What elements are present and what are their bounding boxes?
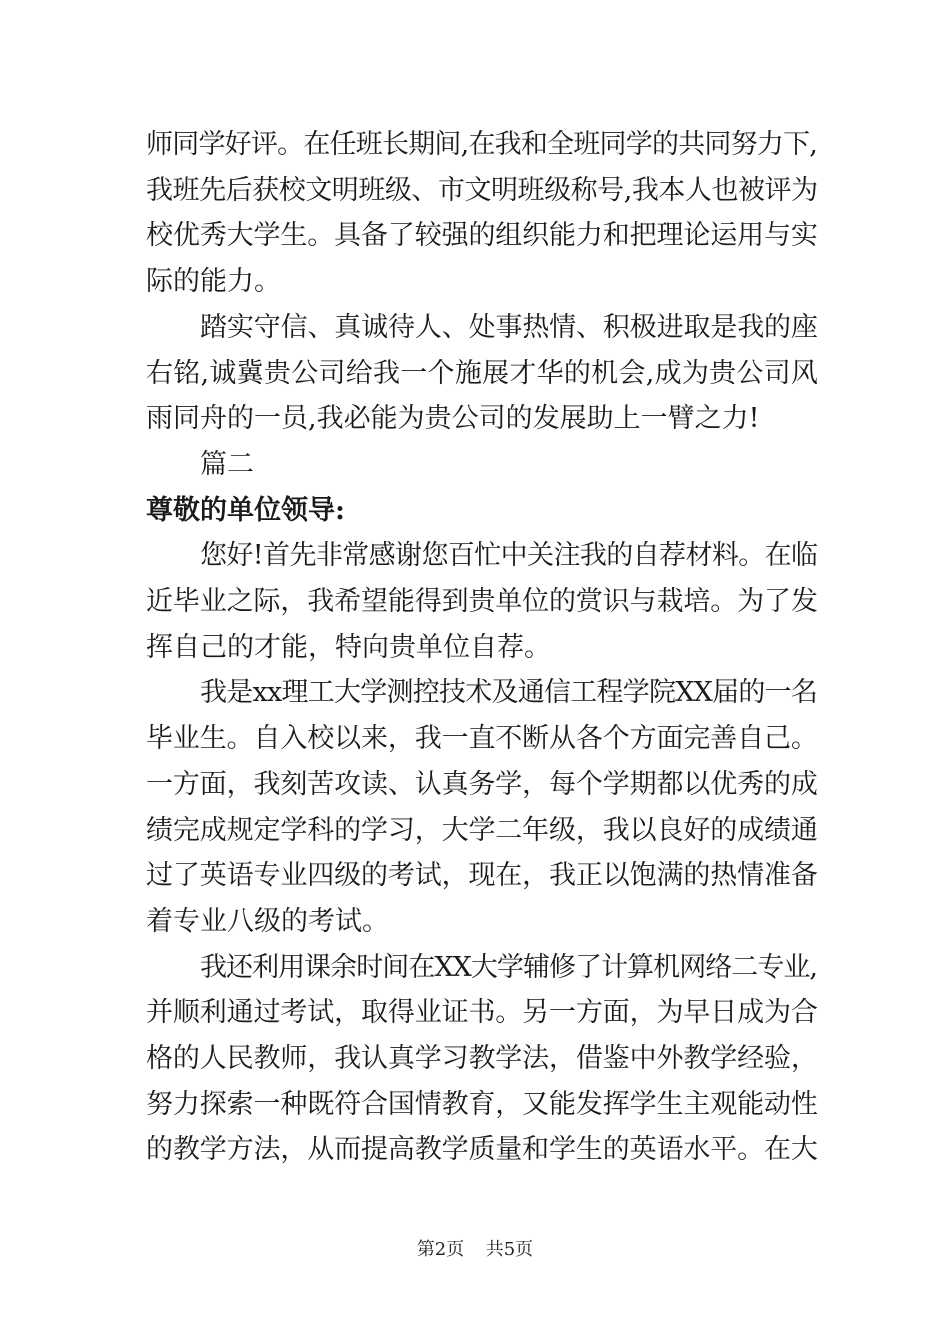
- page-total: 共5页: [485, 1239, 534, 1260]
- text-line: 我班先后获校文明班级、市文明班级称号,我本人也被评为: [146, 175, 818, 206]
- text-line: 绩完成规定学科的学习，大学二年级，我以良好的成绩通: [146, 815, 818, 846]
- text-line: 毕业生。自入校以来，我一直不断从各个方面完善自己。: [146, 723, 818, 754]
- text-line: 一方面，我刻苦攻读、认真务学，每个学期都以优秀的成: [146, 769, 818, 800]
- page-footer: [0, 1238, 950, 1262]
- text-line: 格的人民教师，我认真学习教学法，借鉴中外教学经验，: [146, 1043, 818, 1074]
- page-number: 第2页: [416, 1239, 465, 1260]
- text-line: 右铭,诚冀贵公司给我一个施展才华的机会,成为贵公司风: [146, 358, 819, 389]
- text-line: 篇二: [200, 449, 254, 480]
- text-line: 您好!首先非常感谢您百忙中关注我的自荐材料。在临: [200, 540, 818, 571]
- text-line: 我是xx理工大学测控技术及通信工程学院XX届的一名: [200, 677, 818, 708]
- text-line: 我还利用课余时间在XX大学辅修了计算机网络二专业,: [200, 952, 818, 983]
- text-line: 的教学方法，从而提高教学质量和学生的英语水平。在大: [146, 1134, 818, 1165]
- text-line: 踏实守信、真诚待人、处事热情、积极进取是我的座: [200, 312, 818, 343]
- text-line: 校优秀大学生。具备了较强的组织能力和把理论运用与实: [146, 220, 818, 251]
- text-line: 际的能力。: [146, 266, 281, 297]
- salutation-heading: 尊敬的单位领导:: [146, 495, 345, 526]
- text-line: 雨同舟的一员,我必能为贵公司的发展助上一臂之力!: [146, 403, 760, 434]
- text-line: 挥自己的才能，特向贵单位自荐。: [146, 632, 551, 663]
- text-line: 过了英语专业四级的考试，现在，我正以饱满的热情准备: [146, 860, 818, 891]
- text-line: 并顺利通过考试，取得业证书。另一方面，为早日成为合: [146, 997, 818, 1028]
- text-line: 努力探索一种既符合国情教育，又能发挥学生主观能动性: [146, 1089, 818, 1120]
- text-line: 师同学好评。在任班长期间,在我和全班同学的共同努力下,: [146, 129, 818, 160]
- text-line: 着专业八级的考试。: [146, 906, 389, 937]
- text-line: 近毕业之际，我希望能得到贵单位的赏识与栽培。为了发: [146, 586, 818, 617]
